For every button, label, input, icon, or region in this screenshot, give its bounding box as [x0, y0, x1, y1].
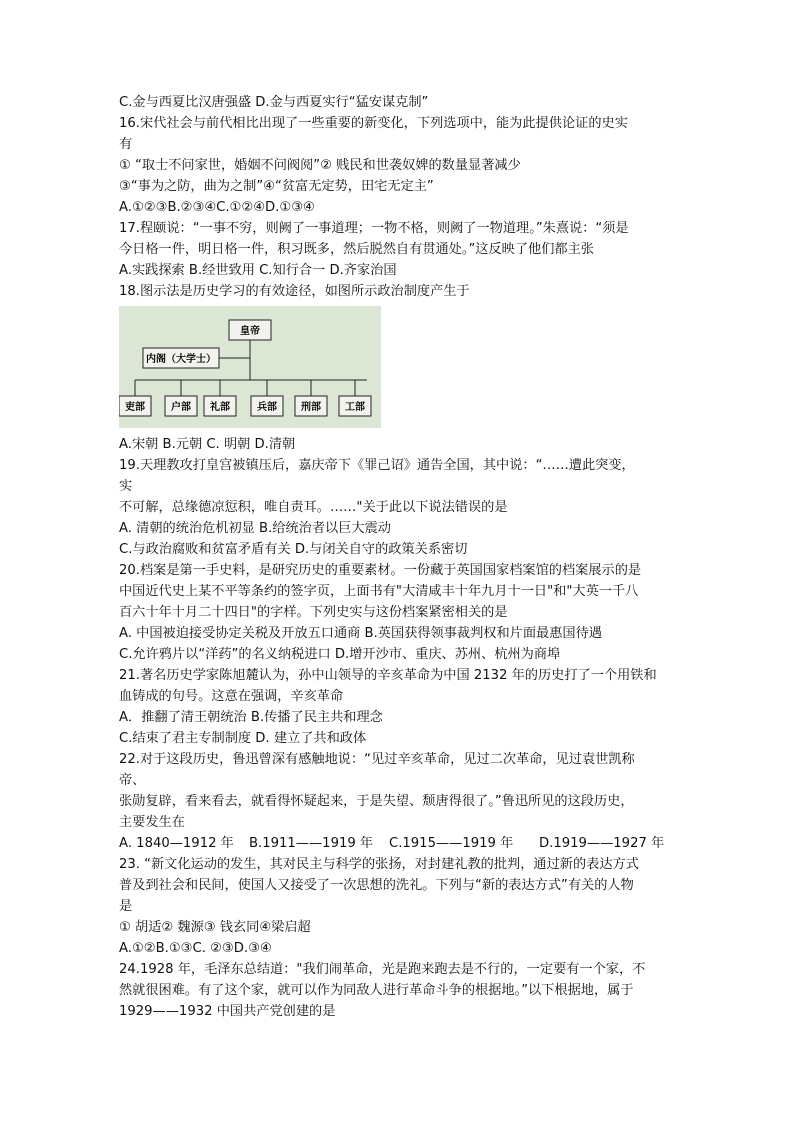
text-line: C.允许鸦片以“洋药”的名义纳税进口 D.增开沙市、重庆、苏州、杭州为商埠 [119, 647, 561, 662]
q22-option-a: A. 1840—1912 年 [119, 836, 234, 851]
q22-option-c: C.1915——1919 年 [389, 836, 514, 851]
cabinet-label: 内阁（大学士） [146, 354, 216, 365]
text-line: 主要发生在 [119, 815, 185, 830]
text-block-2 [119, 434, 679, 833]
text-line: 是 [119, 899, 133, 914]
text-block-3 [119, 854, 679, 1022]
text-line: 24.1928 年，毛泽东总结道："我们闹革命，光是跑来跑去是不行的，一定要有一个家，不 [119, 962, 646, 977]
ministry-label: 兵部 [257, 402, 277, 413]
diagram-svg [119, 306, 381, 428]
text-line: C.结束了君主专制制度 D. 建立了共和政体 [119, 731, 367, 746]
text-line: A.宋朝 B.元朝 C. 明朝 D.清朝 [119, 437, 296, 452]
document-page [119, 92, 679, 1022]
text-line: 23. “新文化运动的发生，其对民主与科学的张扬，对封建礼教的批判，通过新的表达方式 [119, 857, 639, 872]
text-line: 有 [119, 137, 133, 152]
text-line: 帝、 [119, 773, 146, 788]
q22-option-b: B.1911——1919 年 [249, 836, 374, 851]
text-line: 1929——1932 中国共产党创建的是 [119, 1004, 336, 1019]
text-line: A.①②B.①③C. ②③D.③④ [119, 941, 272, 956]
text-block-1 [119, 92, 679, 302]
text-line: 中国近代史上某不平等条约的签字页，上面书有"大清咸丰十年九月十一日"和"大英一千八 [119, 584, 639, 599]
text-line: A．推翻了清王朝统治 B.传播了民主共和理念 [119, 710, 383, 725]
q22-option-d: D.1919——1927 年 [539, 836, 665, 851]
ministry-label: 刑部 [301, 402, 321, 413]
text-line: 21.著名历史学家陈旭麓认为，孙中山领导的辛亥革命为中国 2132 年的历史打了一个用铁和 [119, 668, 657, 683]
text-line: A. 清朝的统治危机初显 B.给统治者以巨大震动 [119, 521, 391, 536]
text-line: 不可解，总缘德凉愆积，唯自责耳。……"关于此以下说法错误的是 [119, 500, 508, 515]
text-line: 19.天理教攻打皇宫被镇压后，嘉庆帝下《罪己诏》通告全国，其中说：“……遭此突变， [119, 458, 635, 473]
emperor-label: 皇帝 [240, 326, 260, 337]
text-line: C.与政治腐败和贫富矛盾有关 D.与闭关自守的政策关系密切 [119, 542, 468, 557]
q22-options [119, 833, 679, 854]
ministry-label: 户部 [171, 402, 191, 413]
text-line: A. 中国被迫接受协定关税及开放五口通商 B.英国获得领事裁判权和片面最惠国待遇 [119, 626, 602, 641]
text-line: C.金与西夏比汉唐强盛 D.金与西夏实行“猛安谋克制” [119, 95, 429, 110]
ministry-label: 礼部 [210, 402, 230, 413]
text-line: 20.档案是第一手史料，是研究历史的重要素材。一份藏于英国国家档案馆的档案展示的是 [119, 563, 642, 578]
text-line: ① “取士不问家世，婚姻不问阀阅”② 贱民和世袭奴婢的数量显著减少 [119, 158, 521, 173]
text-line: 实 [119, 479, 133, 494]
text-line: 16.宋代社会与前代相比出现了一些重要的新变化，下列选项中，能为此提供论证的史实 [119, 116, 628, 131]
ministry-label: 工部 [345, 402, 365, 413]
text-line: 血铸成的句号。这意在强调，辛亥革命 [119, 689, 344, 704]
text-line: 17.程颐说：“一事不穷，则阙了一事道理；一物不格，则阙了一物道理。”朱熹说：“须是 [119, 221, 629, 236]
text-line: 百六十年十月二十四日"的字样。下列史实与这份档案紧密相关的是 [119, 605, 508, 620]
text-line: ① 胡适② 魏源③ 钱玄同④梁启超 [119, 920, 311, 935]
text-line: 22.对于这段历史，鲁迅曾深有感触地说：“见过辛亥革命，见过二次革命，见过袁世凯称 [119, 752, 635, 767]
text-line: 今日格一件，明日格一件，积习既多，然后脱然自有贯通处。”这反映了他们都主张 [119, 242, 594, 257]
text-line: A.①②③B.②③④C.①②④D.①③④ [119, 200, 315, 215]
text-line: 张勋复辟，看来看去，就看得怀疑起来，于是失望、颓唐得很了。”鲁迅所见的这段历史， [119, 794, 634, 809]
text-line: ③“事为之防，曲为之制”④“贫富无定势，田宅无定主” [119, 179, 434, 194]
political-system-diagram [119, 306, 381, 428]
text-line: A.实践探索 B.经世致用 C.知行合一 D.齐家治国 [119, 263, 397, 278]
text-line: 普及到社会和民间，使国人又接受了一次思想的洗礼。下列与“新的表达方式”有关的人物 [119, 878, 634, 893]
text-line: 18.图示法是历史学习的有效途径，如图所示政治制度产生于 [119, 284, 470, 299]
text-line: 然就很困难。有了这个家，就可以作为同敌人进行革命斗争的根据地。”以下根据地，属于 [119, 983, 634, 998]
ministry-label: 吏部 [125, 402, 145, 413]
